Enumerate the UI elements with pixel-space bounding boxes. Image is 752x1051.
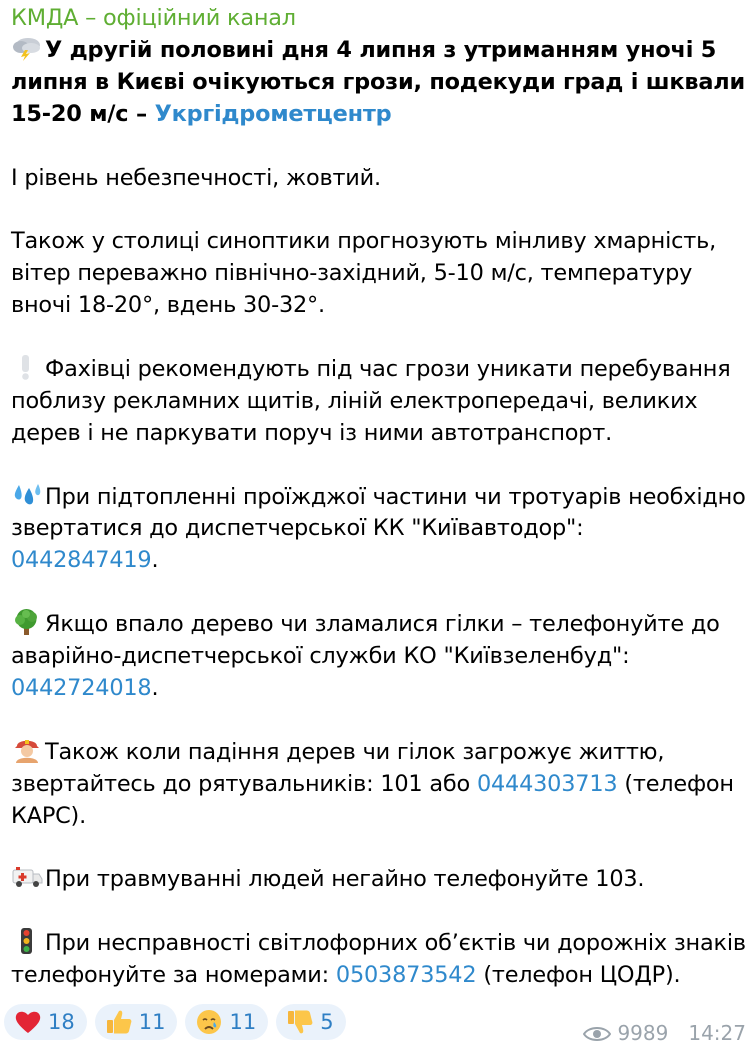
view-count: 9989: [617, 1021, 669, 1045]
headline: [11, 35, 747, 131]
thumbs-up-icon: [105, 1008, 133, 1036]
rescue-text: Також коли падіння дерев чи гілок загрожує життю, звертайтесь до рятувальників: 101 або: [11, 738, 665, 797]
traffic-text: При несправності світлофорних об’єктів чи дорожніх знаків телефонуйте за номерами:: [11, 930, 746, 989]
traffic-light-icon: [11, 928, 43, 954]
rescue-suffix: (телефон КАРС).: [11, 770, 734, 829]
reactions-bar: [4, 1004, 346, 1040]
tree-phone-link[interactable]: 0442724018: [11, 674, 152, 701]
injury-notice: [11, 864, 747, 896]
exclamation-icon: [11, 354, 43, 380]
advice: [11, 354, 747, 450]
traffic-notice: [11, 928, 747, 992]
rescue-notice: [11, 737, 747, 833]
reaction-thumbs-up[interactable]: [95, 1004, 178, 1040]
reaction-thumbs-down[interactable]: [276, 1004, 345, 1040]
reaction-count: 11: [229, 1010, 257, 1034]
flooding-notice: [11, 482, 747, 578]
danger-level: I рівень небезпечності, жовтий.: [11, 164, 381, 191]
traffic-suffix: (телефон ЦОДР).: [483, 962, 681, 989]
traffic-phone-link[interactable]: 0503873542: [335, 962, 477, 989]
flooding-phone-link[interactable]: 0442847419: [11, 547, 152, 574]
message-body: [11, 0, 747, 992]
thumbs-down-icon: [286, 1008, 314, 1036]
forecast: Також у столиці синоптики прогнозують мінливу хмарність, вітер переважно північно-західний, 5-10 м/с, температуру вночі 18-20°, вдень 30-32°.: [11, 228, 716, 319]
tree-icon: [11, 609, 43, 635]
reaction-count: 18: [48, 1010, 75, 1034]
firefighter-icon: [11, 737, 43, 763]
rescue-phone-link[interactable]: 0444303713: [476, 770, 618, 797]
droplets-icon: [11, 482, 43, 508]
ambulance-icon: [11, 864, 43, 890]
storm-cloud-icon: [11, 35, 43, 61]
flooding-dot: .: [151, 547, 159, 574]
message-time: 14:27: [688, 1021, 746, 1045]
headline-source-link[interactable]: Укргідрометцентр: [154, 100, 392, 127]
crying-face-icon: [195, 1008, 223, 1036]
headline-text: У другій половині дня 4 липня з утриманням уночі 5 липня в Києві очікуються грози, подекуди град і шквали 15-20 м/с –: [11, 36, 745, 127]
reaction-count: 11: [138, 1010, 166, 1034]
channel-name[interactable]: КМДА – офіційний канал: [11, 5, 296, 31]
heart-icon: [14, 1008, 42, 1036]
reaction-crying[interactable]: [185, 1004, 268, 1040]
reaction-heart[interactable]: [4, 1004, 87, 1040]
reaction-count: 5: [320, 1010, 334, 1034]
eye-icon: [583, 1024, 611, 1042]
message-meta: [583, 1021, 746, 1045]
tree-text: Якщо впало дерево чи зламалися гілки – телефонуйте до аварійно-диспетчерської служби КО "Київзеленбуд":: [11, 611, 720, 670]
injury-text: При травмуванні людей негайно телефонуйте 103.: [45, 866, 645, 893]
tree-notice: [11, 609, 747, 705]
tree-dot: .: [151, 674, 159, 701]
flooding-text: При підтопленні проїжджої частини чи тротуарів необхідно звертатися до диспетчерської КК "Київавтодор":: [11, 483, 746, 542]
advice-text: Фахівці рекомендують під час грози уникати перебування поблизу рекламних щитів, ліній електропередачі, великих дерев і не паркувати поруч із ними автотранспорт.: [11, 355, 731, 446]
